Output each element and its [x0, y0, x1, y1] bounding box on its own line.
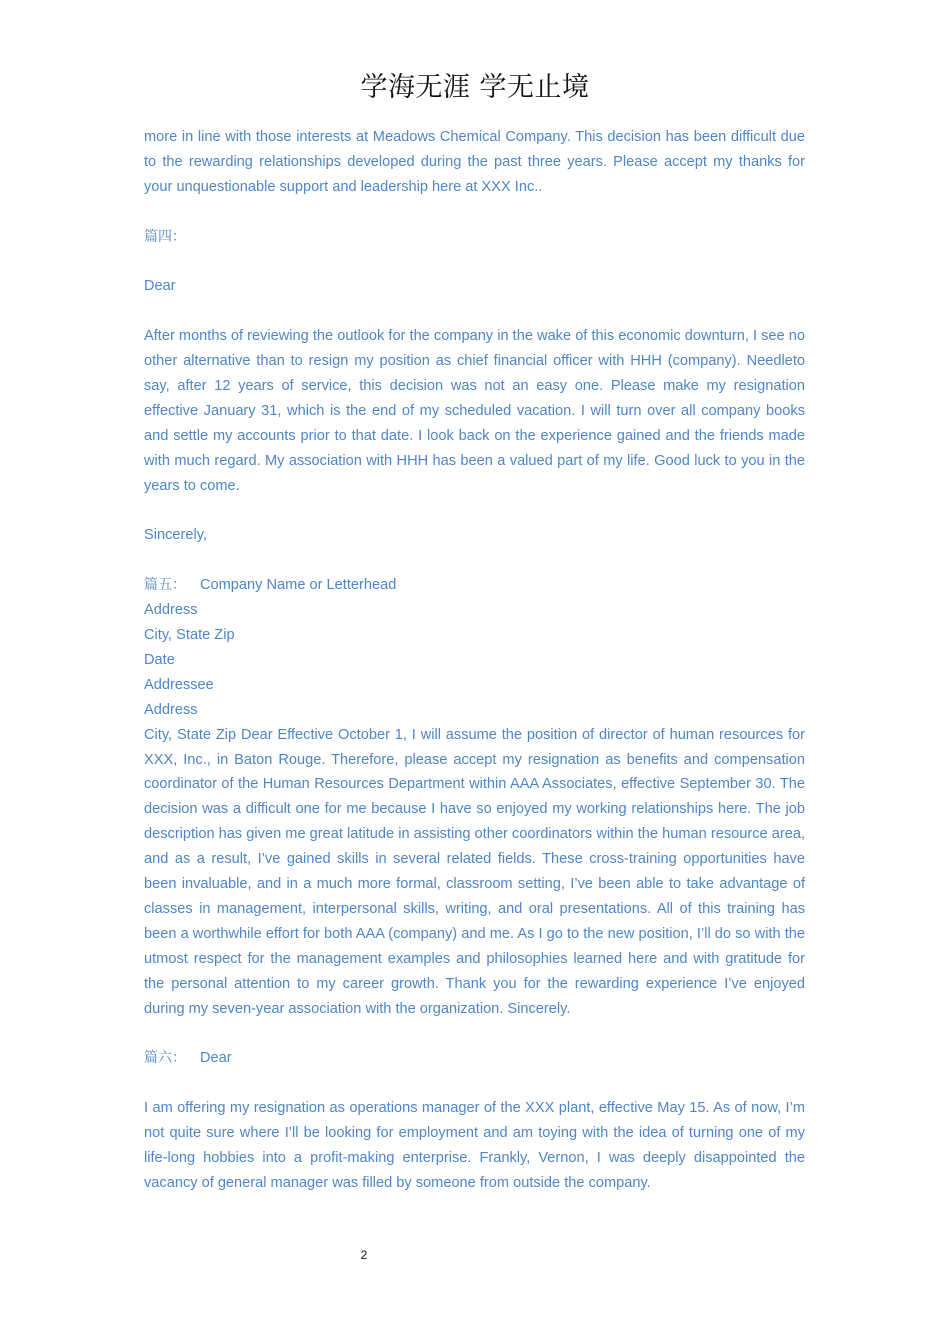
section4-closing: Sincerely, — [144, 527, 207, 544]
page-number: 2 — [360, 1248, 368, 1262]
section5-label: 篇五： — [144, 577, 186, 594]
address-line: Addressee — [144, 676, 214, 693]
page-header-title: 学海无涯 学无止境 — [360, 72, 590, 103]
paragraph-spacer — [144, 299, 805, 324]
paragraph-spacer — [144, 200, 805, 225]
paragraph-spacer — [144, 548, 805, 573]
paragraph-spacer — [144, 499, 805, 524]
section5-body: City, State Zip Dear Effective October 1, I will assume the position of director of human resources for XXX, Inc., in Baton Rouge. Therefore, please accept my resignation as benefits and compensation coordinator of the Human Resources Department within AAA Associates, effective September 30. The decision was a difficult one for me because I have so enjoyed my working relationships here. The job description has given me great latitude in assisting other coordinators within the human resource area, and as a result, I’ve gained skills in several related fields. These cross-training opportunities have been invaluable, and in a much more formal, classroom setting, I’ve been able to take advantage of classes in management, interpersonal skills, writing, and oral presentations. All of this training has been a worthwhile effort for both AAA (company) and me. As I go to the new position, I’ll do so with the utmost respect for the management examples and philosophies learned here and with gratitude for the personal attention to my career growth. Thank you for the rewarding experience I’ve enjoyed during my seven-year association with the organization. Sincerely. — [144, 726, 805, 1017]
paragraph-spacer — [144, 250, 805, 275]
section4-salutation: Dear — [144, 278, 176, 295]
section5-heading-line — [144, 573, 805, 598]
section6-label: 篇六： — [144, 1050, 186, 1067]
address-line: Address — [144, 701, 198, 718]
section4-body: After months of reviewing the outlook for the company in the wake of this economic downturn, I see no other alternative than to resign my position as chief financial officer with HHH (company). Needleto say, after 12 years of service, this decision was not an easy one. Please make my resignation effective January 31, which is the end of my scheduled vacation. I will turn over all company books and settle my accounts prior to that date. I look back on the experience gained and the friends made with much regard. My association with HHH has been a valued part of my life. Good luck to you in the years to come. — [144, 328, 805, 494]
paragraph-spacer — [144, 1071, 805, 1096]
paragraph-spacer — [144, 1022, 805, 1047]
address-line: Address — [144, 602, 198, 619]
continuation-paragraph: more in line with those interests at Meadows Chemical Company. This decision has been difficult due to the rewarding relationships developed during the past three years. Please accept my thanks for your unquestionable support and leadership here at XXX Inc.. — [144, 129, 805, 195]
document-body — [144, 125, 805, 1196]
section6-heading-line — [144, 1046, 805, 1071]
section4-label-line — [144, 225, 805, 250]
address-line: Date — [144, 651, 175, 668]
section5-heading: Company Name or Letterhead — [200, 577, 397, 594]
section4-label: 篇四： — [144, 228, 186, 245]
section6-salutation: Dear — [200, 1050, 232, 1067]
section6-body: I am offering my resignation as operations manager of the XXX plant, effective May 15. As of now, I’m not quite sure where I’ll be looking for employment and am toying with the idea of turning one of my life-long hobbies into a profit-making enterprise. Frankly, Vernon, I was deeply disappointed the vacancy of general manager was filled by someone from outside the company. — [144, 1100, 805, 1191]
address-line: City, State Zip — [144, 627, 235, 644]
